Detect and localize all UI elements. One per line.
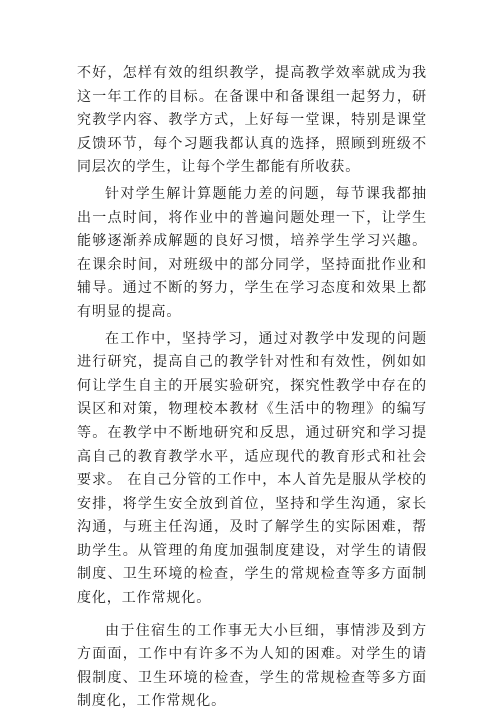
document-body (77, 62, 427, 714)
paragraph-3: 在工作中，坚持学习，通过对教学中发现的问题进行研究，提高自己的教学针对性和有效性，例如如何让学生自主的开展实验研究，探究性教学中存在的误区和对策，物理校本教材《生活中的物理》的编写等。在教学中不断地研究和反思，通过研究和学习提高自己的教育教学水平，适应现代的教育形式和社会要求。 在自己分管的工作中，本人首先是服从学校的安排，将学生安全放到首位，坚持和学生沟通，家长沟通，与班主任沟通，及时了解学生的实际困难，帮助学生。从管理的角度加强制度建设，对学生的请假制度、卫生环境的检查，学生的常规检查等多方面制度化，工作常规化。 (77, 330, 427, 607)
paragraph-4: 由于住宿生的工作事无大小巨细，事情涉及到方方面面，工作中有许多不为人知的困难。对学生的请假制度、卫生环境的检查，学生的常规检查等多方面制度化，工作常规化。 (77, 622, 427, 710)
paragraph-1: 不好，怎样有效的组织教学，提高教学效率就成为我这一年工作的目标。在备课中和备课组一起努力，研究教学内容、教学方式，上好每一堂课，特别是课堂反馈环节，每个习题我都认真的选择，照顾到班级不同层次的学生，让每个学生都能有所收获。 (77, 65, 427, 176)
paragraph-2: 针对学生解计算题能力差的问题，每节课我都抽出一点时间，将作业中的普遍问题处理一下，让学生能够逐渐养成解题的良好习惯，培养学生学习兴趣。在课余时间，对班级中的部分同学，坚持面批作业和辅导。通过不断的努力，学生在学习态度和效果上都有明显的提高。 (77, 185, 427, 320)
